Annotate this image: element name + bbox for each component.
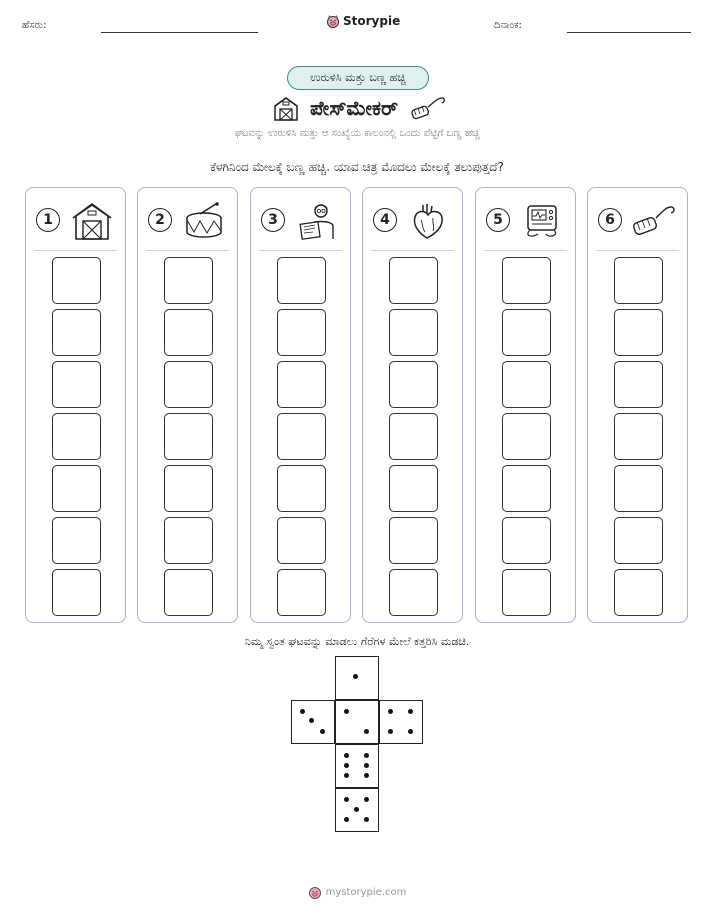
column-5: [475, 187, 576, 623]
color-box[interactable]: [614, 465, 663, 512]
name-label: ಹೆಸರು:: [22, 20, 47, 31]
column-divider: [484, 250, 567, 251]
wire-icon: [630, 202, 678, 240]
column-divider: [596, 250, 679, 251]
color-box[interactable]: [52, 465, 101, 512]
pip: [344, 709, 349, 714]
column-6: [587, 187, 688, 623]
column-2: [137, 187, 238, 623]
color-box[interactable]: [277, 569, 326, 616]
color-box[interactable]: [614, 569, 663, 616]
color-box[interactable]: [277, 309, 326, 356]
pip: [364, 773, 369, 778]
color-box[interactable]: [52, 517, 101, 564]
column-header: [476, 200, 575, 240]
color-box[interactable]: [277, 361, 326, 408]
color-box[interactable]: [502, 361, 551, 408]
column-number: 4: [373, 208, 397, 232]
color-box[interactable]: [277, 413, 326, 460]
die-face-4: [379, 700, 423, 744]
barn-icon: [68, 202, 116, 240]
pip: [388, 729, 393, 734]
column-divider: [259, 250, 342, 251]
color-box[interactable]: [52, 257, 101, 304]
title-row: [240, 92, 480, 124]
column-number: 5: [486, 208, 510, 232]
column-divider: [146, 250, 229, 251]
column-number: 2: [148, 208, 172, 232]
pip: [309, 718, 314, 723]
column-divider: [34, 250, 117, 251]
page-title: ಪೇಸ್‌ಮೇಕರ್: [309, 96, 399, 120]
column-number: 3: [261, 208, 285, 232]
color-box[interactable]: [389, 361, 438, 408]
color-box[interactable]: [389, 413, 438, 460]
footer-site[interactable]: mystorypie.com: [325, 887, 407, 898]
pip: [364, 817, 369, 822]
color-box[interactable]: [389, 309, 438, 356]
column-number: 6: [598, 208, 622, 232]
pip: [300, 709, 305, 714]
color-box[interactable]: [164, 569, 213, 616]
heart-icon: [405, 202, 453, 240]
pip: [364, 729, 369, 734]
column-3: [250, 187, 351, 623]
pip: [354, 807, 359, 812]
name-line[interactable]: [101, 32, 258, 33]
column-header: [138, 200, 237, 240]
color-box[interactable]: [52, 413, 101, 460]
column-header: [26, 200, 125, 240]
pip: [388, 709, 393, 714]
pip: [320, 729, 325, 734]
pip: [364, 797, 369, 802]
doctor-icon: [293, 202, 341, 240]
pig-icon: [308, 886, 322, 899]
pip: [344, 797, 349, 802]
pip: [408, 729, 413, 734]
die-face-3: [291, 700, 335, 744]
color-box[interactable]: [502, 257, 551, 304]
column-header: [251, 200, 350, 240]
pip: [408, 709, 413, 714]
column-4: [362, 187, 463, 623]
pig-icon: [326, 15, 340, 28]
color-box[interactable]: [502, 309, 551, 356]
pip: [344, 763, 349, 768]
barn-icon: [272, 94, 300, 122]
wire-icon: [408, 94, 448, 122]
die-face-2: [335, 700, 379, 744]
color-box[interactable]: [389, 257, 438, 304]
date-line[interactable]: [567, 32, 691, 33]
subtitle: ಘಟವನ್ನು ಉರುಳಿಸಿ ಮತ್ತು ಆ ಸಂಖ್ಯೆಯ ಕಾಲಂನಲ್ಲಿ ಒಂದು ಪೆಟ್ಟಿಗೆ ಬಣ್ಣ ಹಚ್ಚಿ: [234, 128, 480, 139]
color-box[interactable]: [52, 569, 101, 616]
color-box[interactable]: [614, 257, 663, 304]
column-1: [25, 187, 126, 623]
color-box[interactable]: [389, 517, 438, 564]
column-header: [363, 200, 462, 240]
drum-icon: [180, 202, 228, 240]
column-header: [588, 200, 687, 240]
dice-instruction: ನಿಮ್ಮ ಸ್ವಂತ ಘಟವನ್ನು ಮಾಡಲು ಗೆರೆಗಳ ಮೇಲೆ ಕತ್ತರಿಸಿ ಮಡಚಿ.: [244, 635, 470, 648]
die-face-5: [335, 788, 379, 832]
color-box[interactable]: [52, 309, 101, 356]
color-box[interactable]: [164, 257, 213, 304]
date-label: ದಿನಾಂಕ:: [494, 20, 522, 31]
brand-logo: [326, 14, 400, 28]
die-face-6: [335, 744, 379, 788]
footer: [0, 886, 714, 899]
color-box[interactable]: [164, 309, 213, 356]
color-box[interactable]: [389, 569, 438, 616]
pip: [344, 817, 349, 822]
color-box[interactable]: [164, 361, 213, 408]
color-box[interactable]: [277, 465, 326, 512]
color-box[interactable]: [614, 413, 663, 460]
monitor-icon: [518, 202, 566, 240]
column-number: 1: [36, 208, 60, 232]
pip: [364, 763, 369, 768]
color-box[interactable]: [389, 465, 438, 512]
activity-tag: ಉರುಳಿಸಿ ಮತ್ತು ಬಣ್ಣ ಹಚ್ಚಿ: [287, 66, 429, 90]
brand-name: Storypie: [343, 14, 401, 28]
color-box[interactable]: [502, 465, 551, 512]
die-face-1: [335, 656, 379, 700]
color-box[interactable]: [614, 309, 663, 356]
color-box[interactable]: [164, 517, 213, 564]
pip: [364, 753, 369, 758]
pip: [353, 674, 358, 679]
color-box[interactable]: [164, 465, 213, 512]
color-box[interactable]: [614, 517, 663, 564]
color-box[interactable]: [502, 569, 551, 616]
column-divider: [371, 250, 454, 251]
color-box[interactable]: [52, 361, 101, 408]
pip: [344, 753, 349, 758]
color-box[interactable]: [277, 517, 326, 564]
color-box[interactable]: [277, 257, 326, 304]
color-box[interactable]: [502, 517, 551, 564]
question: ಕೆಳಗಿನಿಂದ ಮೇಲಕ್ಕೆ ಬಣ್ಣ ಹಚ್ಚಿ. ಯಾವ ಚಿತ್ರ ಮೊದಲು ಮೇಲಕ್ಕೆ ತಲುಪುತ್ತದೆ?: [210, 160, 504, 174]
color-box[interactable]: [164, 413, 213, 460]
color-box[interactable]: [614, 361, 663, 408]
color-box[interactable]: [502, 413, 551, 460]
pip: [344, 773, 349, 778]
